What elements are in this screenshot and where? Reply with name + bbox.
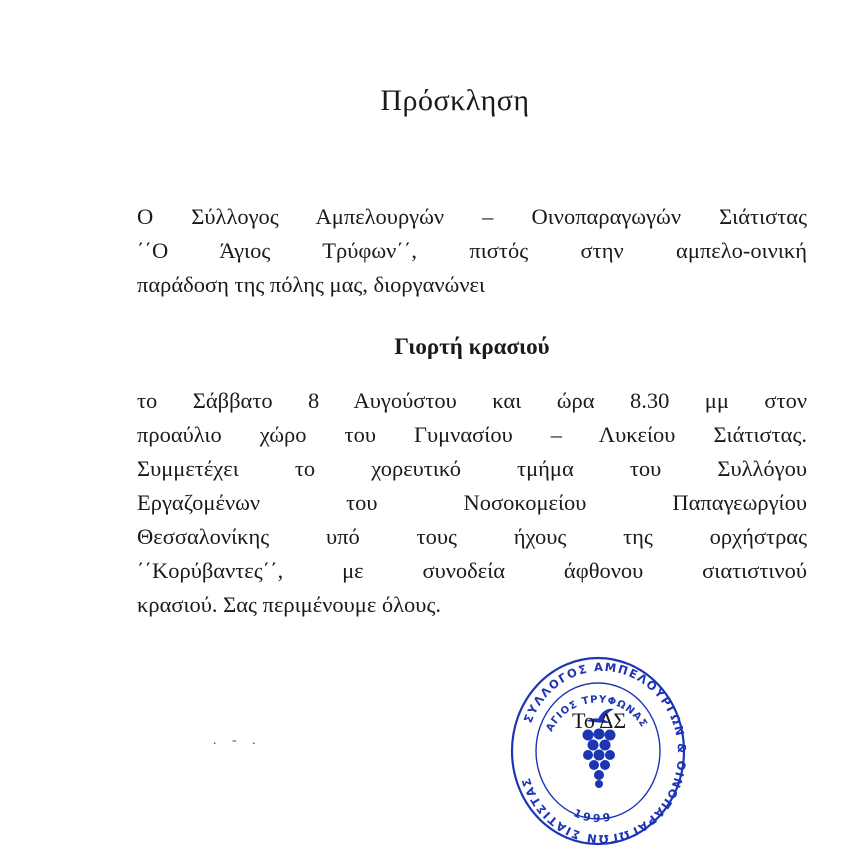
body-line: ΄΄Κορύβαντες΄΄, με συνοδεία άφθονου σιατιστινού bbox=[137, 558, 807, 583]
svg-text:1999 bbox=[571, 806, 614, 825]
signature-board: Το ΔΣ bbox=[572, 708, 627, 733]
body-line: το Σάββατο 8 Αυγούστου και ώρα 8.30 μμ στον bbox=[137, 388, 807, 413]
body-line: προαύλιο χώρο του Γυμνασίου – Λυκείου Σιάτιστας. bbox=[137, 422, 807, 447]
stamp-seal-icon bbox=[510, 655, 686, 847]
event-details-paragraph bbox=[137, 384, 807, 622]
intro-line: παράδοση της πόλης μας, διοργανώνει bbox=[137, 272, 486, 297]
body-line: κρασιού. Σας περιμένουμε όλους. bbox=[137, 592, 441, 617]
intro-paragraph bbox=[137, 200, 807, 302]
stamp-year: 1999 bbox=[571, 806, 615, 825]
intro-line: ΄΄Ο Άγιος Τρύφων΄΄, πιστός στην αμπελο-οινική bbox=[137, 238, 807, 263]
stamp-inner-text: ΑΓΙΟΣ ΤΡΥΦΩΝΑΣ bbox=[544, 694, 650, 734]
event-title: Γιορτή κρασιού bbox=[394, 334, 550, 359]
page-title: Πρόσκληση bbox=[380, 84, 530, 117]
body-line: Εργαζομένων του Νοσοκομείου Παπαγεωργίου bbox=[137, 490, 807, 515]
body-line: Θεσσαλονίκης υπό τους ήχους της ορχήστρας bbox=[137, 524, 807, 549]
body-line: Συμμετέχει το χορευτικό τμήμα του Συλλόγου bbox=[137, 456, 807, 481]
stamp-outer-text: ΣΥΛΛΟΓΟΣ ΑΜΠΕΛΟΥΡΓΩΝ ΙΝΟΠΑΡΑΓΩΓΩΝ ΣΙΑΤΙΣΤΑΣ bbox=[518, 659, 686, 847]
association-stamp bbox=[510, 655, 686, 847]
intro-line: Ο Σύλλογος Αμπελουργών – Οινοπαραγωγών Σιάτιστας bbox=[137, 204, 807, 229]
scan-speck: . - . bbox=[213, 733, 262, 748]
